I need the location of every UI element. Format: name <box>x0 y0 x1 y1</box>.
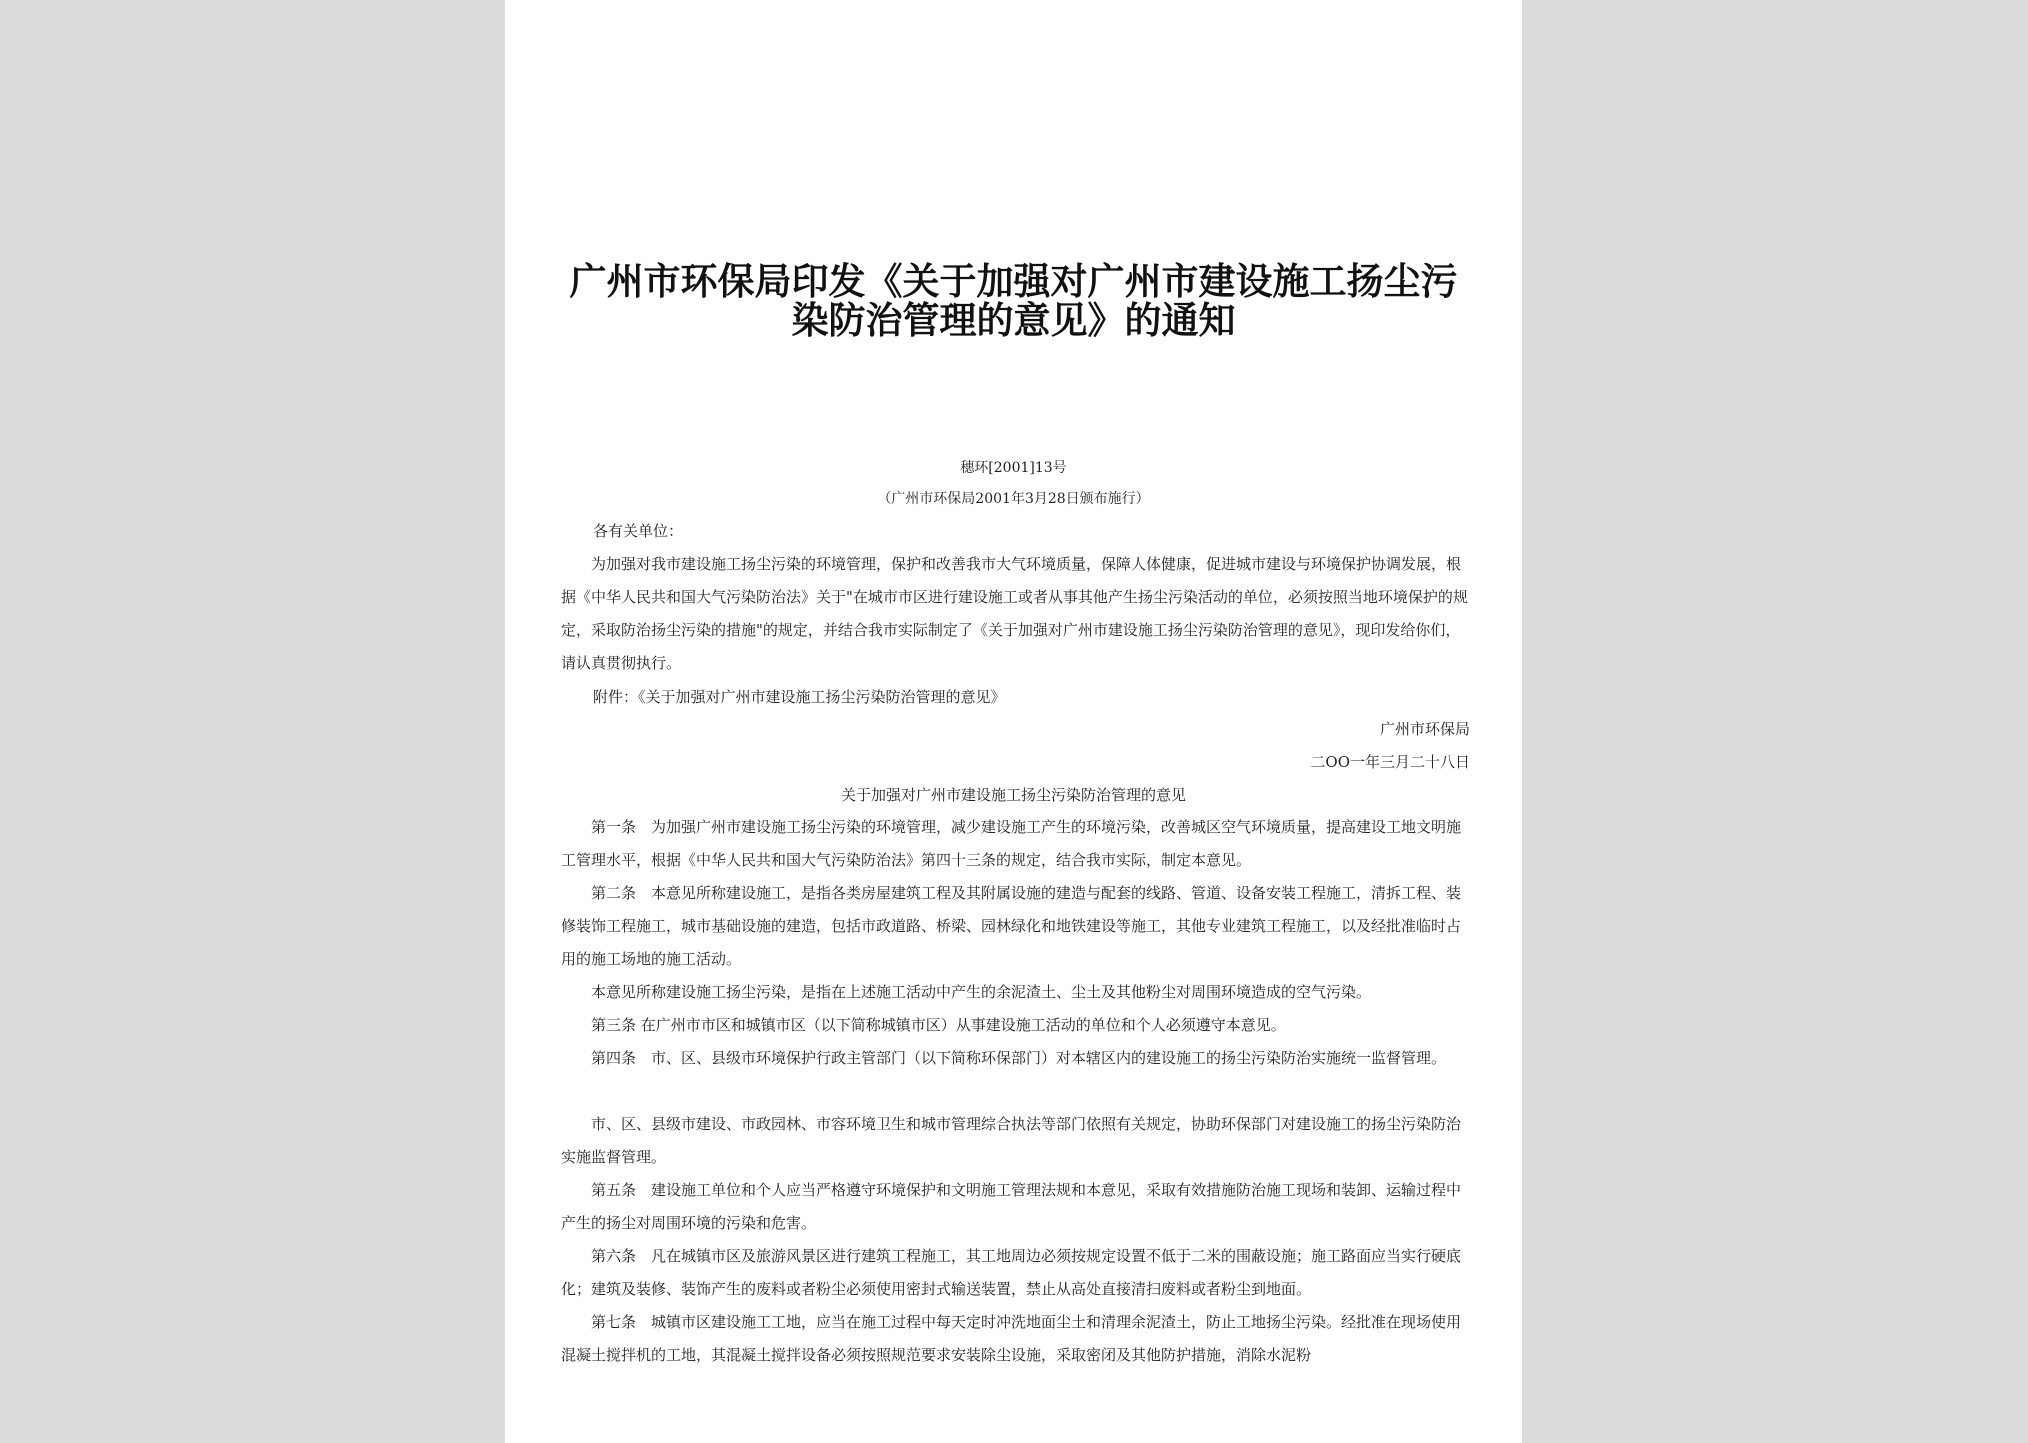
article-paragraph: 本意见所称建设施工扬尘污染，是指在上述施工活动中产生的余泥渣土、尘土及其他粉尘对周围环境造成的空气污染。 <box>591 983 1372 1001</box>
section-title: 关于加强对广州市建设施工扬尘污染防治管理的意见 <box>840 786 1186 804</box>
intro-paragraph: 为加强对我市建设施工扬尘污染的环境管理，保护和改善我市大气环境质量，保障人体健康，促进城市建设与环境保护协调发展，根据《中华人民共和国大气污染防治法》关于"在城市市区进行建设施工或者从事其他产生扬尘污染活动的单位，必须按照当地环境保护的规定，采取防治扬尘污染的措施"的规定，并结合我市实际制定了《关于加强对广州市建设施工扬尘污染防治管理的意见》，现印发给你们，请认真贯彻执行。 <box>561 555 1468 672</box>
article-paragraph: 第五条 建设施工单位和个人应当严格遵守环境保护和文明施工管理法规和本意见，采取有效措施防治施工现场和装卸、运输过程中产生的扬尘对周围环境的污染和危害。 <box>561 1181 1462 1232</box>
article-paragraph: 第四条 市、区、县级市环境保护行政主管部门（以下简称环保部门）对本辖区内的建设施工的扬尘污染防治实施统一监督管理。 <box>591 1049 1447 1067</box>
article-paragraph: 第一条 为加强广州市建设施工扬尘污染的环境管理，减少建设施工产生的环境污染，改善城区空气环境质量，提高建设工地文明施工管理水平，根据《中华人民共和国大气污染防治法》第四十三条的规定，结合我市实际，制定本意见。 <box>561 818 1462 869</box>
document-title: 广州市环保局印发《关于加强对广州市建设施工扬尘污染防治管理的意见》的通知 <box>569 259 1458 342</box>
article-paragraph: 第三条 在广州市市区和城镇市区（以下简称城镇市区）从事建设施工活动的单位和个人必须遵守本意见。 <box>591 1016 1286 1034</box>
issue-note: （广州市环保局2001年3月28日颁布施行） <box>877 491 1150 507</box>
salutation: 各有关单位： <box>593 522 684 540</box>
article-paragraph: 第六条 凡在城镇市区及旅游风景区进行建筑工程施工，其工地周边必须按规定设置不低于二米的围蔽设施；施工路面应当实行硬底化；建筑及装修、装饰产生的废料或者粉尘必须使用密封式输送装置，禁止从高处直接清扫废料或者粉尘到地面。 <box>561 1247 1462 1298</box>
signature-date: 二ОО一年三月二十八日 <box>1310 753 1470 771</box>
attachment-line: 附件：《关于加强对广州市建设施工扬尘污染防治管理的意见》 <box>593 688 1006 706</box>
article-paragraph: 第二条 本意见所称建设施工，是指各类房屋建筑工程及其附属设施的建造与配套的线路、管道、设备安装工程施工，清拆工程、装修装饰工程施工，城市基础设施的建造，包括市政道路、桥梁、园林绿化和地铁建设等施工，其他专业建筑工程施工，以及经批准临时占用的施工场地的施工活动。 <box>561 884 1462 968</box>
article-paragraph: 第七条 城镇市区建设施工工地，应当在施工过程中每天定时冲洗地面尘土和清理余泥渣土，防止工地扬尘污染。经批准在现场使用混凝土搅拌机的工地，其混凝土搅拌设备必须按照规范要求安装除尘设施，采取密闭及其他防护措施，消除水泥粉 <box>561 1313 1462 1364</box>
document-page <box>505 0 1522 1443</box>
signature: 广州市环保局 <box>1379 720 1470 738</box>
document-number: 穗环[2001]13号 <box>960 460 1067 476</box>
article-paragraph: 市、区、县级市建设、市政园林、市容环境卫生和城市管理综合执法等部门依照有关规定，协助环保部门对建设施工的扬尘污染防治实施监督管理。 <box>561 1115 1462 1166</box>
